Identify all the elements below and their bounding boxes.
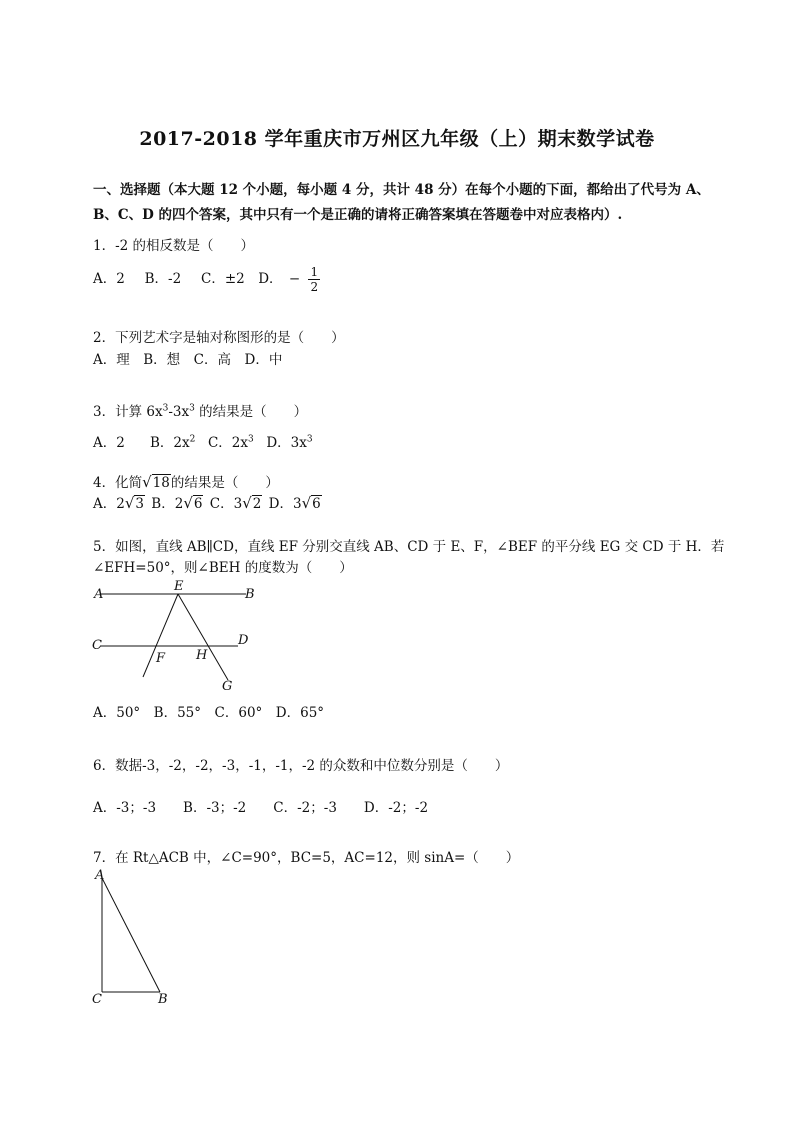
page-title: 2017-2018 学年重庆市万州区九年级（上）期末数学试卷 [139, 128, 655, 150]
radicand: 6 [193, 496, 203, 512]
question-5-options: A．50° B．55° C．60° D．65° [93, 705, 325, 721]
label-c: C [92, 992, 102, 1006]
question-3-options [93, 431, 313, 451]
radicand: 2 [252, 496, 262, 512]
question-3-stem [93, 400, 307, 420]
question-5-figure [88, 580, 268, 695]
label-a: A [95, 868, 105, 883]
q3-stem-part: 3．计算 6x [93, 404, 163, 420]
sqrt-symbol: √2 [242, 494, 262, 512]
question-2-stem: 2．下列艺术字是轴对称图形的是（ ） [93, 330, 345, 346]
radicand: 3 [135, 496, 144, 512]
q3-option-d-exp: 3 [306, 434, 313, 445]
question-6-options: A．-3；-3 B．-3；-2 C．-2；-3 D．-2；-2 [93, 800, 429, 816]
q3-stem-part: -3x [168, 404, 190, 420]
line-eg [178, 594, 228, 680]
q4-stem-part: 的结果是（ ） [170, 475, 279, 491]
question-1-option-d-sign: − [288, 271, 301, 287]
radicand: 6 [312, 496, 321, 512]
question-5-line-2: ∠EFH=50°，则∠BEH 的度数为（ ） [93, 560, 353, 576]
side-ab [102, 878, 160, 992]
sqrt-symbol: √18 [142, 473, 170, 491]
q4-option-c: C．3 [209, 496, 243, 512]
question-1-options [93, 266, 320, 293]
question-4-options [93, 492, 322, 512]
question-4-stem [93, 471, 279, 491]
question-1-option-d-fraction [308, 266, 320, 293]
label-e: E [174, 580, 184, 594]
question-5-line-1: 5．如图，直线 AB∥CD，直线 EF 分别交直线 AB、CD 于 E、F，∠BEF 的平分线 EG 交 CD 于 H．若 [93, 539, 725, 555]
sqrt-symbol: √3 [124, 494, 144, 512]
label-f: F [156, 651, 166, 666]
q3-option-d: D．3x [266, 435, 307, 451]
q3-option-b: B．2x [150, 435, 190, 451]
label-a: A [94, 587, 104, 602]
sqrt-symbol: √6 [301, 494, 321, 512]
label-g: G [222, 679, 233, 694]
q3-option-a: A．2 [93, 435, 125, 451]
section-heading-line-1: 一、选择题（本大题 12 个小题，每小题 4 分，共计 48 分）在每个小题的下面，都给出了代号为 A、 [93, 182, 710, 198]
fraction-denominator: 2 [310, 280, 319, 294]
section-heading-line-2: B、C、D 的四个答案，其中只有一个是正确的请将正确答案填在答题卷中对应表格内）. [93, 207, 623, 223]
q4-option-d: D．3 [268, 496, 302, 512]
question-1-stem: 1．-2 的相反数是（ ） [93, 238, 255, 254]
q3-option-c-exp: 3 [248, 434, 254, 445]
label-b: B [245, 587, 255, 602]
question-7-figure [88, 866, 188, 1006]
q4-stem-part: 4．化简 [93, 475, 143, 491]
q3-stem-part: 的结果是（ ） [194, 404, 308, 420]
sqrt-symbol: √6 [183, 494, 203, 512]
label-c: C [92, 638, 102, 653]
label-d: D [238, 633, 249, 648]
label-b: B [158, 992, 168, 1006]
fraction-numerator: 1 [310, 265, 319, 279]
question-2-options: A．理 B．想 C．高 D．中 [93, 352, 283, 368]
q4-option-a: A．2 [93, 496, 125, 512]
question-1-options-text: A．2 B．-2 C．±2 D． [93, 271, 283, 287]
q4-option-b: B．2 [151, 496, 184, 512]
q3-exp: 3 [162, 403, 169, 414]
q3-option-b-exp: 2 [189, 434, 196, 445]
question-6-stem: 6．数据-3，-2，-2，-3，-1，-1，-2 的众数和中位数分别是（ ） [93, 758, 509, 774]
label-h: H [196, 648, 208, 663]
q3-option-c: C．2x [207, 435, 249, 451]
question-7-stem: 7．在 Rt△ACB 中，∠C=90°，BC=5，AC=12，则 sinA=（ ） [93, 850, 520, 866]
radicand: 18 [152, 475, 170, 491]
q3-exp: 3 [189, 403, 195, 414]
